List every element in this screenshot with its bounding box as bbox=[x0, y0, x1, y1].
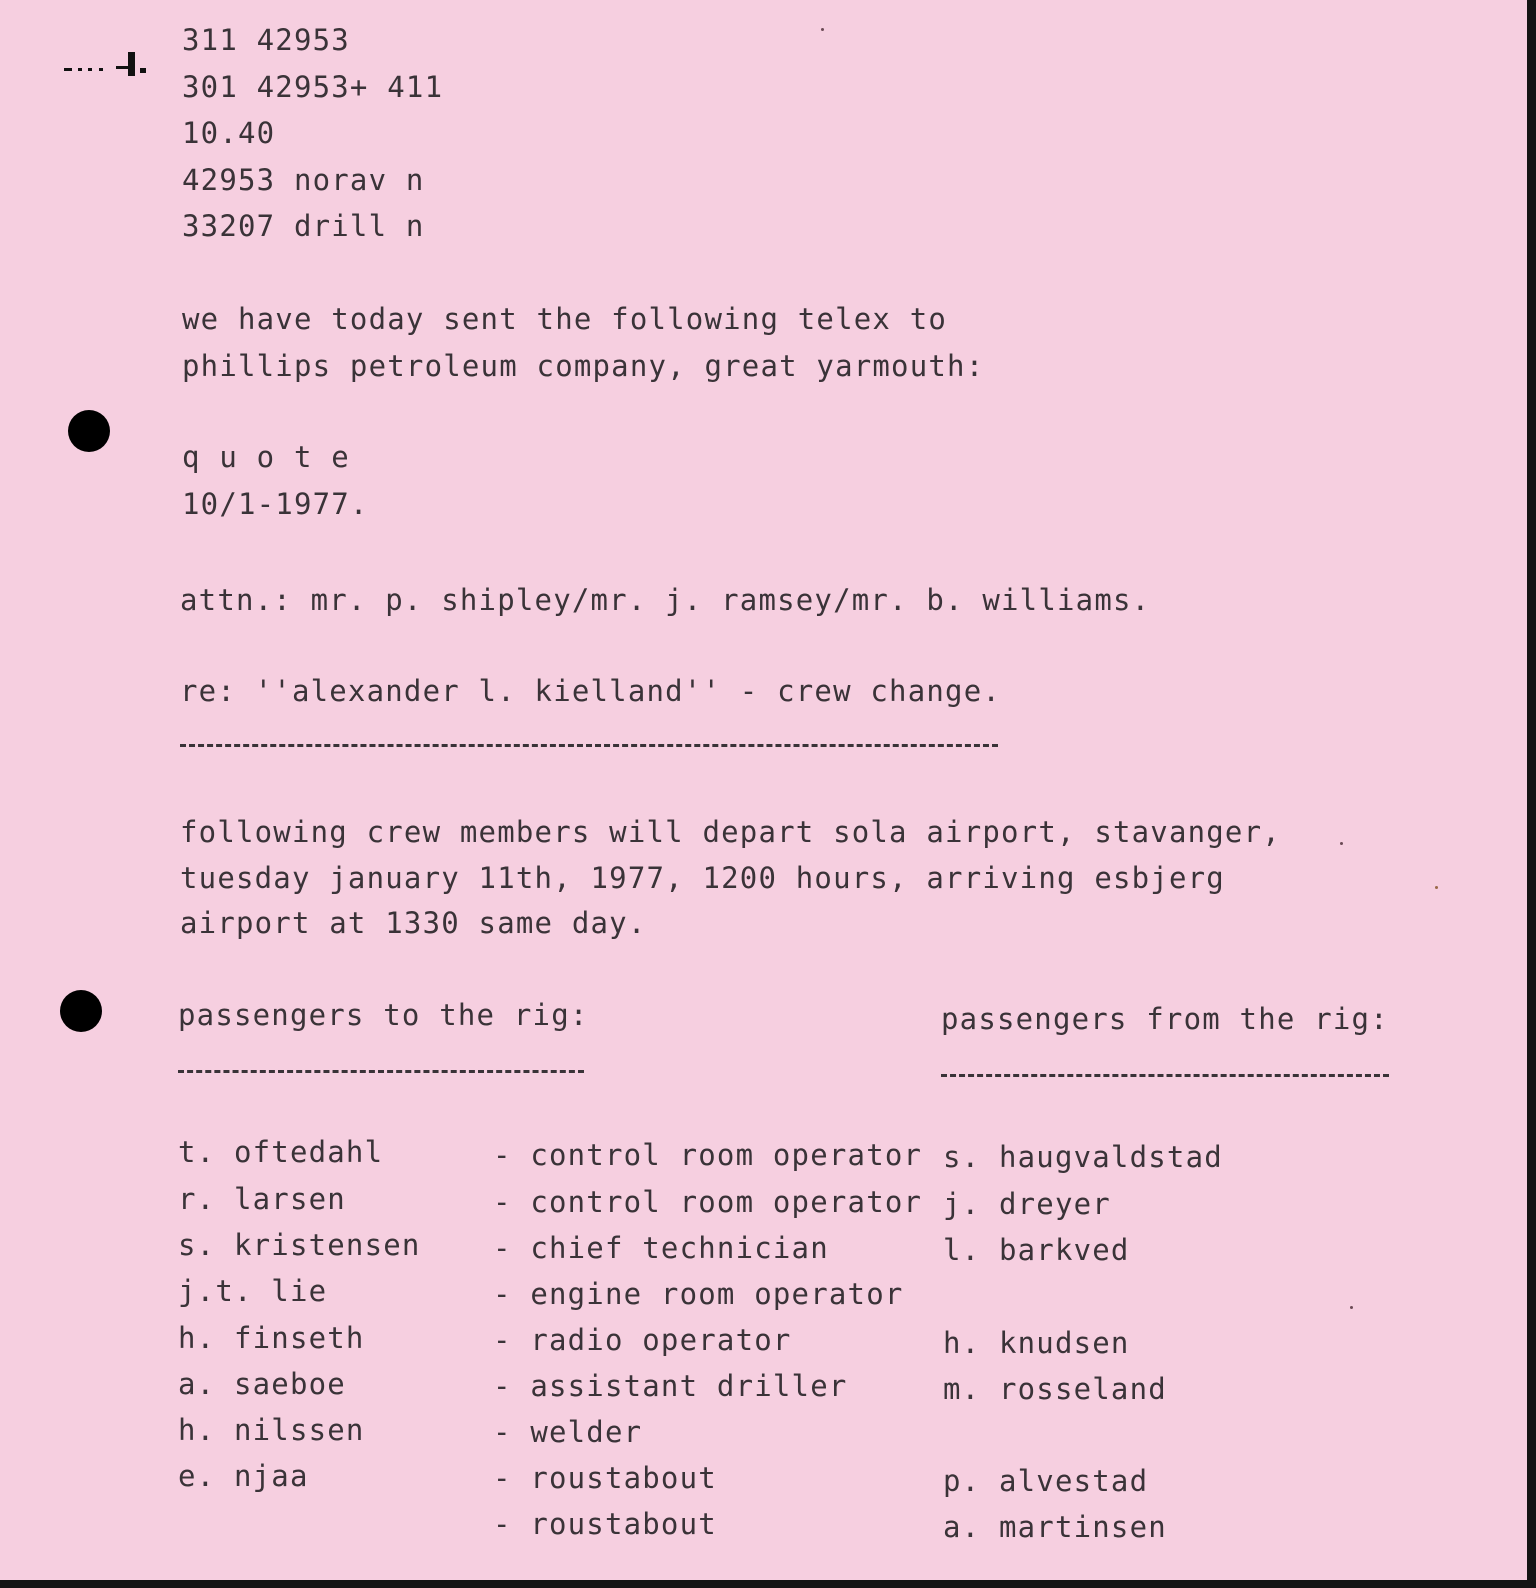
departure-line: tuesday january 11th, 1977, 1200 hours, arriving esbjerg bbox=[180, 861, 1225, 895]
to-rig-name: h. finseth bbox=[178, 1321, 365, 1355]
to-rig-name: a. saeboe bbox=[178, 1367, 346, 1401]
from-rig-name: a. martinsen bbox=[943, 1510, 1167, 1544]
to-rig-name: r. larsen bbox=[178, 1182, 346, 1216]
from-rig-name: l. barkved bbox=[943, 1233, 1130, 1267]
from-rig-name: p. alvestad bbox=[943, 1464, 1149, 1498]
crew-role: - roustabout bbox=[493, 1507, 717, 1541]
crew-role: - assistant driller bbox=[493, 1369, 848, 1403]
to-rig-name: t. oftedahl bbox=[178, 1135, 384, 1169]
from-rig-name: s. haugvaldstad bbox=[943, 1140, 1223, 1174]
crew-role: - engine room operator bbox=[493, 1277, 904, 1311]
crew-role: - chief technician bbox=[493, 1231, 829, 1265]
margin-mark bbox=[140, 68, 146, 73]
crew-role: - control room operator bbox=[493, 1185, 923, 1219]
crew-role: - radio operator bbox=[493, 1323, 792, 1357]
from-rig-underline bbox=[941, 1074, 1389, 1077]
to-rig-heading: passengers to the rig: bbox=[178, 998, 589, 1032]
crew-role: - welder bbox=[493, 1415, 643, 1449]
header-line: 311 42953 bbox=[182, 23, 350, 57]
intro-line: phillips petroleum company, great yarmouth: bbox=[182, 349, 985, 383]
to-rig-name: j.t. lie bbox=[178, 1274, 328, 1308]
quote-word: q u o t e bbox=[182, 440, 350, 474]
paper-speck bbox=[1350, 1306, 1353, 1309]
from-rig-heading: passengers from the rig: bbox=[941, 1002, 1389, 1036]
subject-line: re: ''alexander l. kielland'' - crew change. bbox=[180, 674, 1002, 708]
departure-line: airport at 1330 same day. bbox=[180, 906, 647, 940]
paper-speck bbox=[1435, 886, 1438, 889]
header-line: 10.40 bbox=[182, 116, 276, 150]
margin-mark bbox=[128, 52, 135, 76]
to-rig-name: s. kristensen bbox=[178, 1228, 421, 1262]
from-rig-name: h. knudsen bbox=[943, 1326, 1130, 1360]
margin-mark bbox=[116, 66, 128, 69]
crew-role: - roustabout bbox=[493, 1461, 717, 1495]
margin-mark bbox=[78, 68, 82, 71]
crew-role: - control room operator bbox=[493, 1138, 923, 1172]
margin-mark bbox=[99, 68, 103, 71]
header-line: 33207 drill n bbox=[182, 209, 425, 243]
from-rig-name: j. dreyer bbox=[943, 1187, 1111, 1221]
attention-line: attn.: mr. p. shipley/mr. j. ramsey/mr. b. williams. bbox=[180, 583, 1151, 617]
to-rig-name: e. njaa bbox=[178, 1459, 309, 1493]
punch-hole-icon bbox=[68, 410, 110, 452]
margin-mark bbox=[88, 68, 92, 71]
from-rig-name: m. rosseland bbox=[943, 1372, 1167, 1406]
header-line: 301 42953+ 411 bbox=[182, 70, 444, 104]
departure-line: following crew members will depart sola airport, stavanger, bbox=[180, 815, 1281, 849]
subject-underline bbox=[180, 744, 998, 747]
intro-line: we have today sent the following telex to bbox=[182, 302, 948, 336]
telex-date: 10/1-1977. bbox=[182, 487, 369, 521]
header-line: 42953 norav n bbox=[182, 163, 425, 197]
margin-mark bbox=[64, 68, 72, 71]
paper-speck bbox=[821, 28, 824, 31]
paper-speck bbox=[1340, 842, 1343, 845]
to-rig-underline bbox=[178, 1070, 584, 1073]
punch-hole-icon bbox=[60, 990, 102, 1032]
to-rig-name: h. nilssen bbox=[178, 1413, 365, 1447]
